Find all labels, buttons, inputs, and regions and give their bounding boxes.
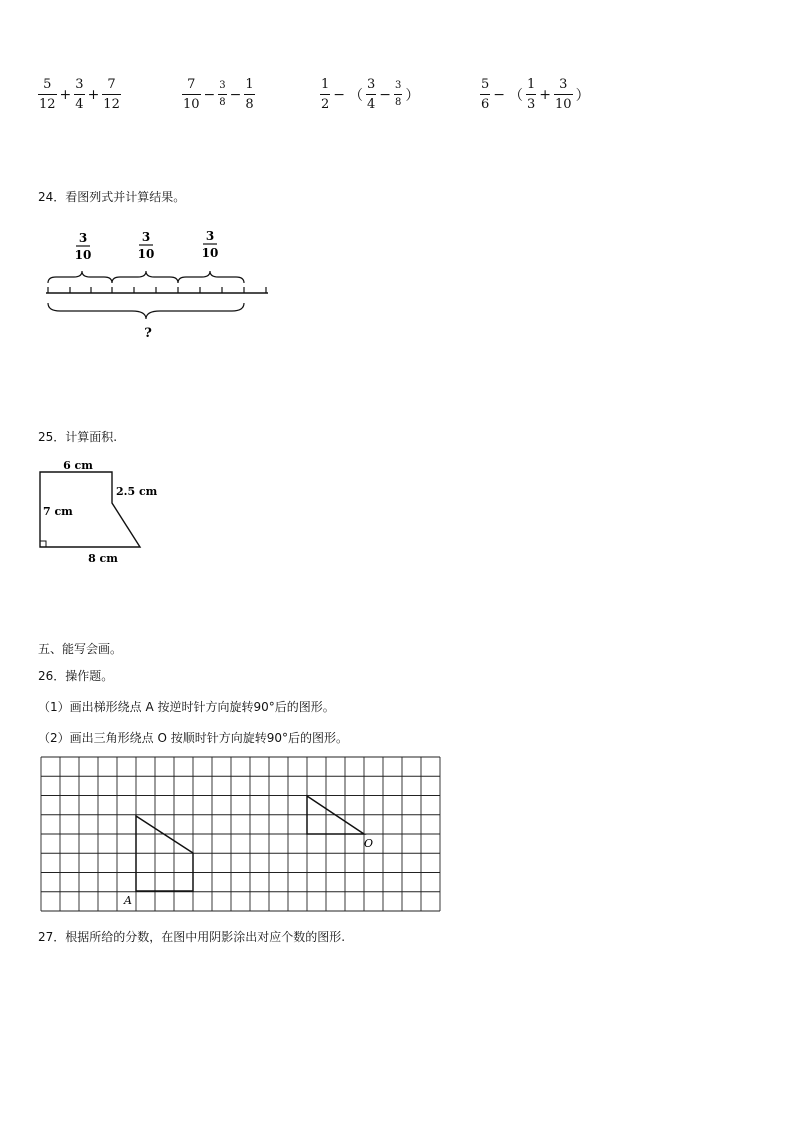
- numerator: 7: [107, 77, 116, 92]
- fraction: [218, 81, 226, 108]
- point-o-label: O: [364, 837, 374, 850]
- svg-text:3: 3: [141, 230, 151, 244]
- fraction: [480, 78, 490, 111]
- segment-label-1: [75, 231, 92, 262]
- numerator: 3: [367, 77, 376, 92]
- operator: +: [87, 86, 100, 103]
- operator: +: [59, 86, 72, 103]
- numerator: 3: [75, 77, 84, 92]
- operator: ）: [575, 87, 590, 104]
- fraction: [554, 78, 573, 111]
- denominator: 12: [103, 97, 120, 112]
- fraction: [320, 78, 330, 111]
- svg-text:3: 3: [205, 229, 215, 243]
- q26-sub2: （2）画出三角形绕点 O 按顺时针方向旋转90°后的图形。: [38, 731, 348, 745]
- fraction-bar: [38, 94, 57, 95]
- question-mark: ?: [144, 326, 152, 341]
- denominator: 6: [481, 97, 490, 112]
- fraction: [394, 81, 402, 108]
- q25-title: 25．计算面积.: [38, 430, 118, 444]
- fraction-bar: [320, 94, 330, 95]
- denominator: 4: [75, 97, 84, 112]
- denominator: 3: [527, 97, 536, 112]
- fraction: [526, 78, 536, 111]
- fraction: [38, 78, 57, 111]
- svg-text:10: 10: [137, 247, 155, 261]
- label-top: 6 cm: [63, 459, 93, 472]
- numerator: 1: [527, 77, 536, 92]
- operator: −: [379, 86, 392, 103]
- denominator: 12: [39, 97, 56, 112]
- fraction: [244, 78, 254, 111]
- numerator: 1: [245, 77, 254, 92]
- numerator: 1: [321, 77, 330, 92]
- fraction: [366, 78, 376, 111]
- operator: （: [509, 87, 524, 104]
- segment-label-3: [202, 229, 219, 260]
- fraction-bar: [366, 94, 376, 95]
- top-brace-2: [112, 271, 178, 283]
- svg-text:10: 10: [201, 246, 219, 260]
- operator: −: [333, 86, 346, 103]
- denominator: 4: [367, 97, 376, 112]
- denominator: 10: [555, 97, 572, 112]
- right-angle-mark: [40, 541, 46, 547]
- operator: ）: [405, 87, 420, 104]
- numerator: 5: [481, 77, 490, 92]
- q24-number-line-figure: [38, 225, 278, 345]
- numerator: 3: [219, 80, 226, 91]
- segment-label-2: [138, 230, 155, 261]
- fraction-bar: [182, 94, 201, 95]
- operator: −: [493, 86, 506, 103]
- expression-3: [320, 78, 420, 111]
- q26-sub1: （1）画出梯形绕点 A 按逆时针方向旋转90°后的图形。: [38, 700, 335, 714]
- number-line-ticks: [48, 287, 266, 293]
- denominator: 8: [245, 97, 254, 112]
- fraction-bar: [554, 94, 573, 95]
- expression-2: [182, 78, 255, 111]
- q26-grid-figure: [40, 756, 442, 914]
- denominator: 8: [219, 97, 226, 108]
- fraction: [74, 78, 84, 111]
- numerator: 5: [43, 77, 52, 92]
- svg-text:10: 10: [74, 248, 92, 262]
- q24-title: 24．看图列式并计算结果。: [38, 190, 186, 204]
- svg-text:3: 3: [78, 231, 88, 245]
- fraction-bar: [526, 94, 536, 95]
- fraction-bar: [102, 94, 121, 95]
- numerator: 3: [395, 80, 402, 91]
- fraction-bar: [244, 94, 254, 95]
- label-right: 2.5 cm: [116, 485, 158, 498]
- expression-4: [480, 78, 591, 111]
- q27-title: 27．根据所给的分数，在图中用阴影涂出对应个数的图形.: [38, 930, 346, 944]
- denominator: 10: [183, 97, 200, 112]
- fraction-bar: [74, 94, 84, 95]
- top-brace-1: [48, 271, 112, 283]
- q26-title: 26．操作题。: [38, 669, 114, 683]
- denominator: 2: [321, 97, 330, 112]
- bottom-brace: [48, 303, 244, 319]
- fraction: [102, 78, 121, 111]
- operator: （: [349, 87, 364, 104]
- section-5-heading: 五、能写会画。: [38, 642, 123, 656]
- point-a-label: A: [124, 894, 132, 907]
- operator: −: [203, 86, 216, 103]
- q25-trapezoid-figure: [36, 455, 171, 570]
- expression-1: [38, 78, 121, 111]
- operator: +: [539, 86, 552, 103]
- numerator: 3: [559, 77, 568, 92]
- denominator: 8: [395, 97, 402, 108]
- top-brace-3: [178, 271, 244, 283]
- grid-lines: [41, 757, 440, 911]
- fraction-bar: [218, 94, 226, 95]
- fraction-bar: [394, 94, 402, 95]
- fraction-bar: [480, 94, 490, 95]
- operator: −: [229, 86, 242, 103]
- label-left: 7 cm: [43, 505, 73, 518]
- numerator: 7: [187, 77, 196, 92]
- label-bottom: 8 cm: [88, 552, 118, 565]
- fraction: [182, 78, 201, 111]
